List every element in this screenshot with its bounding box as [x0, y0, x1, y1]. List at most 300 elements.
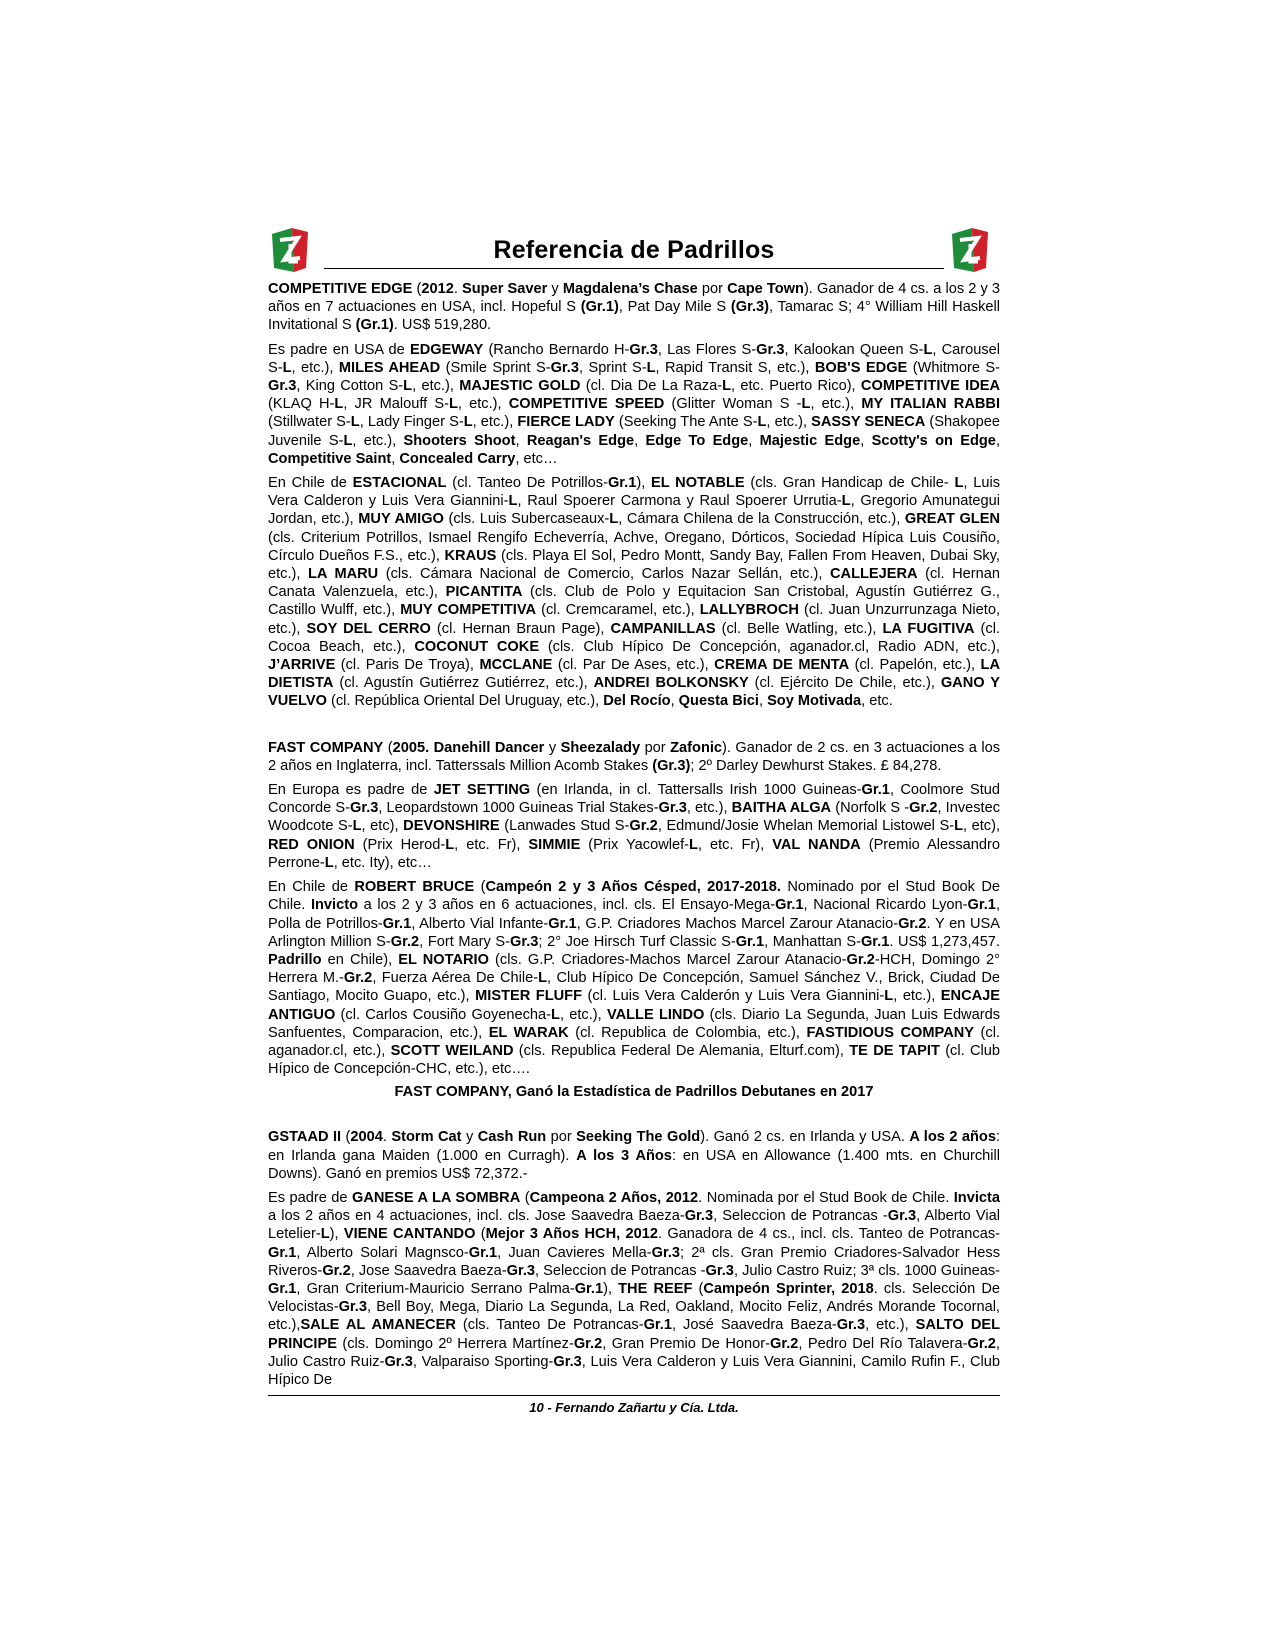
- text-run: . Ganadora de 4 cs., incl. cls. Tanteo de Potrancas-: [657, 1226, 1000, 1243]
- text-run: (Prix Herod-: [354, 836, 446, 853]
- text-run: ,: [995, 432, 1000, 449]
- bold-run: LA DIETISTA: [268, 657, 1001, 692]
- bold-run: Questa Bici: [678, 693, 759, 710]
- text-run: (cl. República Oriental Del Uruguay, etc.),: [326, 693, 604, 710]
- bold-run: LA FUGITIVA: [882, 620, 975, 637]
- text-run: ,: [515, 432, 527, 449]
- bold-run: SIMMIE: [528, 836, 581, 853]
- text-run: (Norfolk S -: [831, 800, 910, 817]
- text-run: , Fort Mary S-: [419, 933, 511, 950]
- text-run: (KLAQ H-: [268, 396, 335, 413]
- entry-paragraph: [268, 1189, 1000, 1389]
- bold-run: Cash Run: [477, 1129, 547, 1146]
- bold-run: L: [403, 378, 413, 395]
- bold-run: SCOTT WEILAND: [390, 1042, 514, 1059]
- text-run: y: [544, 739, 561, 756]
- bold-run: Invicto: [310, 897, 358, 914]
- text-run: ,: [391, 450, 400, 467]
- bold-run: Gr.1: [607, 475, 637, 492]
- bold-run: Reagan's Edge: [526, 432, 635, 449]
- bold-run: Gr.2: [343, 970, 373, 987]
- text-run: , Club Hípico De Concepción, Samuel Sánchez V., Brick, Ciudad De Santiago, Mocito Guapo, etc.),: [268, 970, 1000, 1005]
- text-run: ,: [748, 432, 760, 449]
- text-run: (: [520, 1189, 530, 1206]
- bold-run: EL NOTABLE: [651, 475, 745, 492]
- bold-run: Gr.1: [967, 897, 996, 914]
- bold-run: GREAT GLEN: [904, 511, 1000, 528]
- text-run: , Gran Criterium-Mauricio Serrano Palma-: [296, 1280, 575, 1297]
- text-run: (cl. Dia De La Raza-: [580, 378, 723, 395]
- bold-run: (Gr.1): [580, 299, 619, 316]
- text-run: (cls. Gran Handicap de Chile-: [744, 475, 955, 492]
- bold-run: Campeón 2 y 3 Años Césped, 2017-2018.: [485, 879, 781, 896]
- text-run: ). Ganador de 2 cs. en 3 actuaciones a los 2 años en Inglaterra, incl. Tatterssals Million Acomb Stakes: [268, 739, 1000, 774]
- text-run: , etc.),: [766, 414, 812, 431]
- bold-run: L: [463, 414, 473, 431]
- bold-run: Gr.2: [909, 800, 938, 817]
- text-run: , Seleccion de Potrancas -: [535, 1262, 706, 1279]
- bold-run: SALE AL AMANECER: [300, 1317, 456, 1334]
- bold-run: RED ONION: [268, 836, 355, 853]
- bold-run: Gr.1: [268, 1244, 297, 1261]
- bold-run: Gr.3: [510, 933, 539, 950]
- bold-run: SALTO DEL PRINCIPE: [268, 1317, 1001, 1352]
- text-run: , Gregorio Amunategui Jordan, etc.),: [268, 493, 1000, 528]
- text-run: (cl. Cremcaramel, etc.),: [536, 602, 700, 619]
- text-run: , etc. Ity), etc…: [333, 854, 432, 871]
- text-run: . Y en USA Arlington Million S-: [268, 915, 1001, 950]
- text-run: , etc.),: [686, 800, 732, 817]
- bold-run: SASSY SENECA: [811, 414, 926, 431]
- bold-run: ESTACIONAL: [352, 475, 447, 492]
- text-run: , Valparaiso Sporting-: [412, 1353, 554, 1370]
- text-run: ),: [603, 1280, 619, 1297]
- bold-run: MCCLANE: [479, 657, 553, 674]
- bold-run: Campeona 2 Años, 2012: [529, 1189, 699, 1206]
- bold-run: ANDREI BOLKONSKY: [593, 675, 749, 692]
- bold-run: COMPETITIVE IDEA: [860, 378, 1001, 395]
- text-run: , Pat Day Mile S: [618, 299, 731, 316]
- bold-run: Padrillo: [268, 951, 322, 968]
- text-run: (: [475, 1226, 486, 1243]
- text-run: , Rapid Transit S, etc.),: [655, 359, 815, 376]
- bold-run: L: [841, 493, 851, 510]
- bold-run: Zafonic: [670, 739, 723, 756]
- text-run: (cls. Diario La Segunda, Juan Luis Edwards Sanfuentes, Comparacion, etc.),: [268, 1006, 1000, 1041]
- bold-run: L: [689, 836, 698, 853]
- stallion-entries: [268, 280, 1000, 1389]
- text-run: , Fuerza Aérea De Chile-: [372, 970, 539, 987]
- bold-run: COCONUT COKE: [414, 638, 540, 655]
- text-run: , etc. Fr),: [454, 836, 529, 853]
- bold-run: GANESE A LA SOMBRA: [351, 1189, 521, 1206]
- bold-run: VALLE LINDO: [606, 1006, 705, 1023]
- bold-run: L: [954, 818, 963, 835]
- bold-run: 2012: [421, 281, 454, 297]
- text-run: En Chile de: [268, 475, 353, 492]
- bold-run: Cape Town: [727, 281, 804, 297]
- text-run: , Jose Saavedra Baeza-: [350, 1262, 507, 1279]
- text-run: (: [692, 1280, 704, 1297]
- bold-run: ROBERT BRUCE: [354, 879, 475, 896]
- text-run: a los 2 y 3 años en 6 actuaciones, incl. cls. El Ensayo-Mega-: [357, 897, 776, 914]
- text-run: , Julio Castro Ruiz; 3ª cls. 1000 Guineas-: [733, 1262, 1000, 1279]
- text-run: (Prix Yacowlef-: [580, 836, 690, 853]
- text-run: (en Irlanda, in cl. Tattersalls Irish 1000 Guineas-: [530, 782, 862, 799]
- text-run: : en USA en Allowance (1.400 mts. en Churchill Downs). Ganó en premios US$ 72,372.-: [268, 1147, 1000, 1182]
- bold-run: KRAUS: [444, 547, 497, 564]
- bold-run: BOB'S EDGE: [814, 359, 908, 376]
- bold-run: Del Rocío: [603, 693, 671, 710]
- text-run: , etc.),: [352, 432, 404, 449]
- bold-run: L: [445, 836, 455, 853]
- text-run: y: [547, 281, 563, 297]
- text-run: ). Ganó 2 cs. en Irlanda y USA.: [700, 1129, 910, 1146]
- entry-paragraph: [268, 739, 1000, 775]
- bold-run: LALLYBROCH: [699, 602, 799, 619]
- text-run: (cl. Agustín Gutiérrez Gutiérrez, etc.),: [333, 675, 594, 692]
- text-run: (Stillwater S-: [268, 414, 351, 431]
- text-run: ),: [329, 1226, 344, 1243]
- bold-run: Gr.3: [836, 1317, 866, 1334]
- text-run: -HCH, Domingo 2° Herrera M.-: [268, 951, 1000, 987]
- text-run: . US$ 519,280.: [393, 317, 492, 334]
- bold-run: L: [551, 1006, 560, 1023]
- bold-run: GANO Y VUELVO: [268, 675, 1001, 710]
- text-run: (cl. Par De Ases, etc.),: [552, 657, 715, 674]
- footer-rule: [268, 1395, 1000, 1396]
- bold-run: A los 2 años: [909, 1129, 996, 1146]
- entry-paragraph: [268, 341, 1000, 468]
- bold-run: Gr.1: [382, 915, 412, 932]
- text-run: (cls. Domingo 2º Herrera Martínez-: [336, 1335, 574, 1352]
- text-run: , Alberto Vial Infante-: [411, 915, 549, 932]
- bold-run: L: [448, 396, 458, 413]
- bold-run: Super Saver: [462, 281, 548, 297]
- text-run: , etc.),: [457, 396, 509, 413]
- text-run: , Gran Premio De Honor-: [602, 1335, 770, 1352]
- bold-run: EL NOTARIO: [398, 951, 489, 968]
- entry-spacer: [268, 1106, 1000, 1128]
- bold-run: Magdalena’s Chase: [562, 281, 698, 297]
- text-run: (Rancho Bernardo H-: [483, 341, 630, 358]
- text-run: , Seleccion de Potrancas -: [713, 1208, 888, 1225]
- text-run: , Leopardstown 1000 Guineas Trial Stakes-: [378, 800, 659, 817]
- bold-run: EDGEWAY: [409, 341, 484, 358]
- bold-run: L: [801, 396, 811, 413]
- bold-run: VAL NANDA: [772, 836, 861, 853]
- bold-run: Gr.1: [775, 897, 804, 914]
- text-run: (cl. Luis Vera Calderón y Luis Vera Giannini-: [582, 988, 885, 1005]
- text-run: (cl. Cocoa Beach, etc.),: [268, 620, 1000, 655]
- text-run: ). Ganador de 4 cs. a los 2 y 3 años en 7 actuaciones en USA, incl. Hopeful S: [268, 281, 1000, 316]
- text-run: , JR Malouff S-: [343, 396, 449, 413]
- bold-run: MUY AMIGO: [358, 511, 444, 528]
- bold-run: 2004: [350, 1129, 383, 1146]
- bold-run: THE REEF: [618, 1280, 693, 1297]
- text-run: . Nominada por el Stud Book de Chile.: [698, 1189, 954, 1206]
- text-run: (: [474, 879, 486, 896]
- bold-run: Scotty's on Edge: [871, 432, 996, 449]
- text-run: , Carousel S-: [268, 341, 1001, 376]
- stallion-entry: [268, 739, 1000, 1101]
- text-run: , etc.),: [472, 414, 518, 431]
- text-run: , Edmund/Josie Whelan Memorial Listowel S-: [657, 818, 955, 835]
- bold-run: MY ITALIAN RABBI: [861, 396, 1001, 413]
- entry-paragraph: [268, 878, 1000, 1078]
- text-run: (Whitmore S-: [907, 359, 1001, 376]
- text-run: (: [412, 281, 422, 297]
- bold-run: L: [320, 1226, 330, 1243]
- bold-run: L: [884, 988, 894, 1005]
- text-run: , Raul Spoerer Carmona y Raul Spoerer Urrutia-: [517, 493, 842, 510]
- text-run: (cl. Republica de Colombia, etc.),: [568, 1024, 807, 1041]
- bold-run: Gr.2: [629, 818, 658, 835]
- text-run: ,: [758, 693, 768, 710]
- bold-run: Gr.3: [338, 1299, 367, 1316]
- bold-run: MUY COMPETITIVA: [400, 602, 537, 619]
- text-run: (Shakopee Juvenile S-: [268, 414, 1001, 449]
- text-run: (cl. Carlos Cousiño Goyenecha-: [335, 1006, 552, 1023]
- text-run: (cl. Belle Watling, etc.),: [715, 620, 883, 637]
- text-run: , Cámara Chilena de la Construcción, etc.),: [618, 511, 905, 528]
- entry-paragraph: [268, 474, 1000, 711]
- bold-run: DEVONSHIRE: [403, 818, 500, 835]
- text-run: (cl. Juan Unzurrunzaga Nieto, etc.),: [268, 602, 1000, 637]
- bold-run: Gr.1: [643, 1317, 672, 1334]
- bold-run: FAST COMPANY: [268, 739, 384, 756]
- bold-run: CAMPANILLAS: [610, 620, 716, 637]
- text-run: , etc.),: [893, 988, 941, 1005]
- text-run: , etc),: [361, 818, 404, 835]
- bold-run: Gr.3: [384, 1353, 413, 1370]
- text-run: (cl. Paris De Troya),: [335, 657, 480, 674]
- bold-run: Gr.3: [553, 1353, 582, 1370]
- text-run: (cl. Papelón, etc.),: [849, 657, 981, 674]
- text-run: (Glitter Woman S -: [664, 396, 802, 413]
- bold-run: PICANTITA: [445, 584, 523, 601]
- bold-run: Seeking The Gold: [576, 1129, 701, 1146]
- text-run: en Chile),: [321, 951, 399, 968]
- text-run: (: [383, 739, 393, 756]
- bold-run: Storm Cat: [391, 1129, 462, 1146]
- text-run: , Luis Vera Calderon y Luis Vera Giannini-: [268, 475, 1000, 510]
- page-header: [268, 224, 1000, 280]
- bold-run: Competitive Saint: [268, 450, 392, 467]
- bold-run: MILES AHEAD: [338, 359, 441, 376]
- bold-run: (Gr.3): [652, 757, 691, 774]
- bold-run: L: [324, 854, 334, 871]
- text-run: ,: [860, 432, 872, 449]
- text-run: , Alberto Solari Magnsco-: [296, 1244, 469, 1261]
- text-run: , etc.: [861, 693, 893, 710]
- text-run: , Coolmore Stud Concorde S-: [268, 782, 1001, 817]
- text-run: , etc…: [515, 450, 558, 467]
- text-run: (Seeking The Ante S-: [614, 414, 758, 431]
- bold-run: EL WARAK: [488, 1024, 569, 1041]
- text-run: , etc.),: [810, 396, 862, 413]
- text-run: , etc. Puerto Rico),: [731, 378, 861, 395]
- bold-run: Gr.1: [861, 782, 890, 799]
- bold-run: SOY DEL CERRO: [306, 620, 431, 637]
- text-run: Es padre de: [268, 1189, 352, 1206]
- bold-run: Gr.3: [629, 341, 658, 358]
- text-run: , José Saavedra Baeza-: [671, 1317, 837, 1334]
- text-run: ,: [670, 693, 679, 710]
- bold-run: Sheezalady: [560, 739, 641, 756]
- bold-run: FASTIDIOUS COMPANY: [806, 1024, 975, 1041]
- bold-run: TE DE TAPIT: [849, 1042, 940, 1059]
- text-run: ; 2° Joe Hirsch Turf Classic S-: [538, 933, 736, 950]
- document-page: [268, 224, 1000, 1415]
- bold-run: MISTER FLUFF: [475, 988, 582, 1005]
- stallion-entry: [268, 280, 1000, 711]
- text-run: , etc. Fr),: [697, 836, 773, 853]
- text-run: , etc.),: [865, 1317, 916, 1334]
- bold-run: JET SETTING: [433, 782, 531, 799]
- bold-run: Soy Motivada: [767, 693, 862, 710]
- text-run: a los 2 años en 4 actuaciones, incl. cls. Jose Saavedra Baeza-: [268, 1208, 685, 1225]
- bold-run: Gr.3: [658, 800, 687, 817]
- bold-run: VIENE CANTANDO: [343, 1226, 476, 1243]
- bold-run: Gr.3: [550, 359, 579, 376]
- text-run: (cls. Club Hípico De Concepción, aganador.cl, Radio ADN, etc.),: [539, 638, 1000, 655]
- bold-run: Edge To Edge: [645, 432, 749, 449]
- text-run: (Smile Sprint S-: [440, 359, 551, 376]
- bold-run: GSTAAD II: [268, 1129, 342, 1146]
- text-run: (Lanwades Stud S-: [499, 818, 630, 835]
- text-run: , Julio Castro Ruiz-: [268, 1335, 1000, 1370]
- text-run: , King Cotton S-: [296, 378, 404, 395]
- bold-run: Gr.1: [268, 1280, 297, 1297]
- bold-run: Gr.2: [390, 933, 420, 950]
- bold-run: Gr.3: [506, 1262, 536, 1279]
- text-run: , Bell Boy, Mega, Diario La Segunda, La Red, Oakland, Mocito Feliz, Andrés Morande Tocornal, etc.),: [268, 1299, 1000, 1334]
- bold-run: Gr.1: [468, 1244, 498, 1261]
- text-run: , Juan Cavieres Mella-: [497, 1244, 652, 1261]
- text-run: , Las Flores S-: [657, 341, 757, 358]
- text-run: (Premio Alessandro Perrone-: [268, 836, 1000, 871]
- text-run: , Polla de Potrillos-: [268, 897, 1000, 932]
- text-run: En Europa es padre de: [268, 782, 434, 799]
- bold-run: Gr.3: [268, 378, 297, 395]
- bold-run: A los 3 Años: [576, 1147, 672, 1164]
- bold-run: Gr.1: [860, 933, 890, 950]
- page-title: Referencia de Padrillos: [493, 236, 775, 264]
- text-run: , Tamarac S; 4° William Hill Haskell Invitational S: [268, 299, 1001, 334]
- bold-run: Gr.3: [887, 1208, 917, 1225]
- text-run: En Chile de: [268, 879, 355, 896]
- bold-run: Invicta: [953, 1189, 1000, 1206]
- bold-run: L: [757, 414, 767, 431]
- bold-run: BAITHA ALGA: [731, 800, 832, 817]
- bold-run: CREMA DE MENTA: [714, 657, 850, 674]
- bold-run: Gr.1: [574, 1280, 604, 1297]
- bold-run: Gr.2: [322, 1262, 351, 1279]
- bold-run: L: [508, 493, 518, 510]
- text-run: , Luis Vera Calderon y Luis Vera Giannini, Camilo Rufin F., Club Hípico De: [268, 1353, 1000, 1388]
- bold-run: Gr.2: [967, 1335, 996, 1352]
- text-run: , etc),: [962, 818, 1001, 835]
- text-run: por: [697, 281, 728, 297]
- text-run: : en Irlanda gana Maiden (1.000 en Curragh).: [268, 1129, 1001, 1164]
- entry-paragraph: [268, 781, 1000, 872]
- bold-run: Gr.2: [573, 1335, 603, 1352]
- bold-run: Concealed Carry: [399, 450, 516, 467]
- text-run: , Investec Woodcote S-: [268, 800, 1001, 835]
- text-run: (cls. Republica Federal De Alemania, Elturf.com),: [513, 1042, 850, 1059]
- bold-run: MAJESTIC GOLD: [459, 378, 581, 395]
- header-rule: [324, 268, 944, 269]
- text-run: , Kalookan Queen S-: [784, 341, 924, 358]
- entry-spacer: [268, 717, 1000, 739]
- bold-run: L: [538, 970, 548, 987]
- bold-run: ENCAJE ANTIGUO: [268, 988, 1000, 1023]
- text-run: (cls. Cámara Nacional de Comercio, Carlos Nazar Sellán, etc.),: [378, 566, 830, 583]
- text-run: , etc.),: [559, 1006, 607, 1023]
- bold-run: CALLEJERA: [829, 566, 918, 583]
- text-run: (cl. Tanteo De Potrillos-: [446, 475, 608, 492]
- bold-run: (Gr.3): [730, 299, 770, 316]
- entry-paragraph: [268, 1128, 1000, 1183]
- bold-run: Gr.2: [898, 915, 927, 932]
- bold-run: 2005. Danehill Dancer: [392, 739, 545, 756]
- text-run: , Manhattan S-: [764, 933, 861, 950]
- text-run: (: [341, 1129, 351, 1146]
- text-run: , Nacional Ricardo Lyon-: [803, 897, 968, 914]
- text-run: (cl. Hernan Braun Page),: [430, 620, 611, 637]
- text-run: , etc.),: [412, 378, 460, 395]
- text-run: (cl. Ejército De Chile, etc.),: [748, 675, 941, 692]
- text-run: (cls. Tanteo De Potrancas-: [455, 1317, 644, 1334]
- bold-run: L: [954, 475, 964, 492]
- text-run: (cls. Luis Subercaseaux-: [443, 511, 610, 528]
- text-run: por: [546, 1129, 577, 1146]
- bold-run: Gr.2: [769, 1335, 799, 1352]
- bold-run: FIERCE LADY: [517, 414, 615, 431]
- text-run: (cls. Criterium Potrillos, Ismael Rengifo Echeverría, Achve, Oregano, Dórticos, Sociedad Hípica Luis Cousiño, Círculo Dueños F.S., etc.),: [268, 529, 1000, 564]
- bold-run: (Gr.1): [355, 317, 394, 334]
- text-run: por: [640, 739, 671, 756]
- text-run: , Sprint S-: [578, 359, 647, 376]
- bold-run: L: [722, 378, 732, 395]
- bold-run: L: [282, 359, 292, 376]
- text-run: . cls. Selección De Velocistas-: [268, 1280, 1000, 1316]
- text-run: y: [461, 1129, 478, 1146]
- text-run: Nominado por el Stud Book De Chile.: [268, 879, 1000, 914]
- bold-run: Gr.3: [349, 800, 379, 817]
- text-run: (cl. Hernan Canata Valenzuela, etc.),: [268, 566, 1000, 601]
- bold-run: L: [352, 818, 362, 835]
- entry-paragraph: [268, 280, 1000, 335]
- text-run: , etc.),: [291, 359, 339, 376]
- text-run: , Alberto Vial Letelier-: [268, 1208, 1000, 1243]
- text-run: ,: [634, 432, 646, 449]
- bold-run: Gr.1: [735, 933, 765, 950]
- text-run: .: [382, 1129, 392, 1146]
- bold-run: Gr.2: [846, 951, 875, 968]
- bold-run: L: [923, 341, 933, 358]
- text-run: , Lady Finger S-: [359, 414, 464, 431]
- text-run: (cls. Playa El Sol, Pedro Montt, Sandy Bay, Fallen From Heaven, Dubai Sky, etc.),: [268, 547, 1000, 583]
- page-footer: 10 - Fernando Zañartu y Cía. Ltda.: [529, 1400, 739, 1416]
- bold-run: Campeón Sprinter, 2018: [703, 1280, 874, 1297]
- bold-run: Gr.3: [705, 1262, 734, 1279]
- bold-run: Majestic Edge: [759, 432, 861, 449]
- bold-run: L: [343, 432, 353, 449]
- text-run: (cls. G.P. Criadores-Machos Marcel Zarour Atanacio-: [488, 951, 847, 968]
- text-run: ),: [636, 475, 652, 492]
